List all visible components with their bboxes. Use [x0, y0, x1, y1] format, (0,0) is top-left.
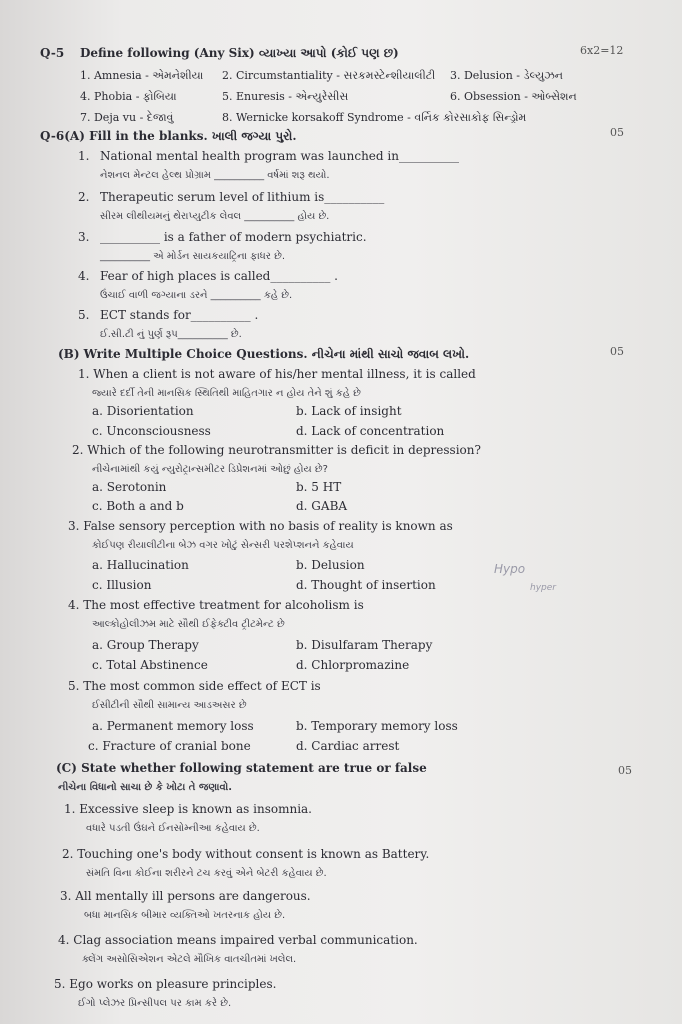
q5-item: 3. Delusion - ડેલ્યુઝન [450, 69, 563, 82]
q5-item: 2. Circumstantiality - સરકમસ્ટેન્શીયાલીટી [222, 69, 436, 82]
tf-statement: 1. Excessive sleep is known as insomnia. [64, 802, 312, 816]
mcq-option: b. Delusion [296, 558, 365, 572]
mcq-question: 4. The most effective treatment for alcoholism is [68, 598, 364, 612]
mcq-option: d. Thought of insertion [296, 578, 436, 592]
q6a-item-gu: ઉંચાઈ વાળી જગ્યાના ડરને __________ કહે છે. [100, 290, 293, 301]
mcq-question: 2. Which of the following neurotransmitter is deficit in depression? [72, 443, 481, 457]
mcq-question: 3. False sensory perception with no basis of reality is known as [68, 519, 453, 533]
tf-statement-gu: ક્લેંગ અસોસિએશન એટલે મૌખિક વાતચીતમાં ખલેલ. [82, 954, 297, 965]
tf-statement-gu: બધા માનસિક બીમાર વ્યક્તિઓ ખતરનાક હોય છે. [84, 910, 286, 921]
q5-marks: 6x2=12 [580, 44, 624, 57]
q6a-item-en: Fear of high places is called__________ . [100, 269, 338, 283]
q5-item: 5. Enuresis - એન્યુરેસીસ [222, 90, 349, 103]
q6a-item-en: Therapeutic serum level of lithium is__________ [100, 190, 385, 204]
tf-statement: 4. Clag association means impaired verbal communication. [58, 933, 418, 947]
q6a-item-en: __________ is a father of modern psychiatric. [100, 230, 367, 244]
q6a-marks: 05 [610, 126, 624, 139]
q5-item: 7. Deja vu - દેજાવું [80, 111, 174, 124]
mcq-option: c. Both a and b [92, 499, 184, 513]
tf-statement: 2. Touching one's body without consent is known as Battery. [62, 847, 430, 861]
q6a-item-en: ECT stands for__________ . [100, 308, 259, 322]
q5-item: 4. Phobia - ફોબિયા [80, 90, 177, 103]
mcq-option: c. Fracture of cranial bone [88, 739, 251, 753]
q6a-item-number: 5. [78, 308, 90, 322]
q6a-item-number: 2. [78, 190, 90, 204]
q5-number: Q-5 [40, 46, 65, 60]
mcq-option: d. GABA [296, 499, 348, 513]
mcq-option: b. 5 HT [296, 480, 342, 494]
handwritten-note: hyper [530, 583, 556, 593]
q6a-item-gu: __________ એ મોર્ડન સાયકયાટ્રિના ફાધર છે. [100, 251, 286, 262]
mcq-option: d. Lack of concentration [296, 424, 445, 438]
mcq-question-gu: આલ્કોહોલીઝમ માટે સૌથી ઈફેક્ટીવ ટ્રીટમેન્ટ છે [92, 619, 285, 630]
q6c-title: (C) State whether following statement are true or false [56, 761, 427, 775]
mcq-option: c. Total Abstinence [92, 658, 208, 672]
q6a-item-gu: નેશનલ મેન્ટલ હેલ્થ પ્રોગ્રામ __________ વર્ષમાં શરૂ થયો. [100, 170, 330, 181]
mcq-option: b. Disulfaram Therapy [296, 638, 433, 652]
tf-statement-gu: સંમતિ વિના કોઈના શરીરને ટચ કરવું એને બેટરી કહેવાય છે. [86, 868, 327, 879]
tf-statement-gu: ઈગો પ્લેઝર પ્રિન્સીપલ પર કામ કરે છે. [78, 998, 232, 1009]
mcq-question-gu: જ્યારે દર્દી તેની માનસિક સ્થિતિથી માહિતગાર ન હોય તેને શું કહે છે [92, 388, 361, 399]
mcq-option: d. Cardiac arrest [296, 739, 400, 753]
q6a-item-gu: સીરમ લીથીયમનું થેરાપ્યુટીક લેવલ __________ હોય છે. [100, 211, 330, 222]
tf-statement: 3. All mentally ill persons are dangerous. [60, 889, 311, 903]
mcq-option: a. Hallucination [92, 558, 189, 572]
mcq-option: b. Temporary memory loss [296, 719, 458, 733]
q6a-item-en: National mental health program was launched in__________ [100, 149, 459, 163]
mcq-option: a. Group Therapy [92, 638, 199, 652]
q5-item: 6. Obsession - ઓબ્સેશન [450, 90, 577, 103]
q5-title: Define following (Any Six) વ્યાખ્યા આપો (કોઈ પણ છ) [80, 46, 399, 60]
mcq-option: a. Permanent memory loss [92, 719, 254, 733]
mcq-option: c. Unconsciousness [92, 424, 211, 438]
mcq-option: b. Lack of insight [296, 404, 402, 418]
mcq-question: 5. The most common side effect of ECT is [68, 679, 321, 693]
mcq-question: 1. When a client is not aware of his/her mental illness, it is called [78, 367, 476, 381]
q6c-title-gu: નીચેના વિધાનો સાચા છે કે ખોટા તે જણાવો. [58, 782, 233, 793]
mcq-option: a. Serotonin [92, 480, 167, 494]
mcq-question-gu: નીચેનામાંથી કયું ન્યુરોટ્રાન્સમીટર ડિપ્રેશનમાં ઓછું હોય છે? [92, 464, 328, 475]
q6a-item-number: 4. [78, 269, 90, 283]
q6c-marks: 05 [618, 764, 632, 777]
mcq-question-gu: કોઈપણ રીયાલીટીના બેઝ વગર ખોટું સેન્સરી પરશેપ્શનને કહેવાય [92, 540, 354, 551]
tf-statement-gu: વધારે પડતી ઉંઘને ઈનસોમ્નીઆ કહેવાય છે. [86, 823, 260, 834]
mcq-question-gu: ઈસીટીની સૌથી સામાન્ય આડઅસર છે [92, 700, 247, 711]
mcq-option: c. Illusion [92, 578, 152, 592]
q5-item: 1. Amnesia - એમનેશીયા [80, 69, 204, 82]
q6a-item-gu: ઈ.સી.ટી નું પુર્ણ રૂપ__________ છે. [100, 329, 242, 340]
q6a-item-number: 1. [78, 149, 90, 163]
mcq-option: d. Chlorpromazine [296, 658, 410, 672]
mcq-option: a. Disorientation [92, 404, 194, 418]
q5-item: 8. Wernicke korsakoff Syndrome - વર્નિક કોરસાકોફ સિન્ડ્રોમ [222, 111, 527, 124]
q6a-item-number: 3. [78, 230, 90, 244]
q6a-title: Q-6(A) Fill in the blanks. ખાલી જગ્યા પુરો. [40, 129, 297, 143]
q6b-title: (B) Write Multiple Choice Questions. નીચેના માંથી સાચો જવાબ લખો. [58, 347, 470, 361]
q6b-marks: 05 [610, 345, 624, 358]
handwritten-note: Hypo [494, 562, 526, 576]
tf-statement: 5. Ego works on pleasure principles. [54, 977, 277, 991]
